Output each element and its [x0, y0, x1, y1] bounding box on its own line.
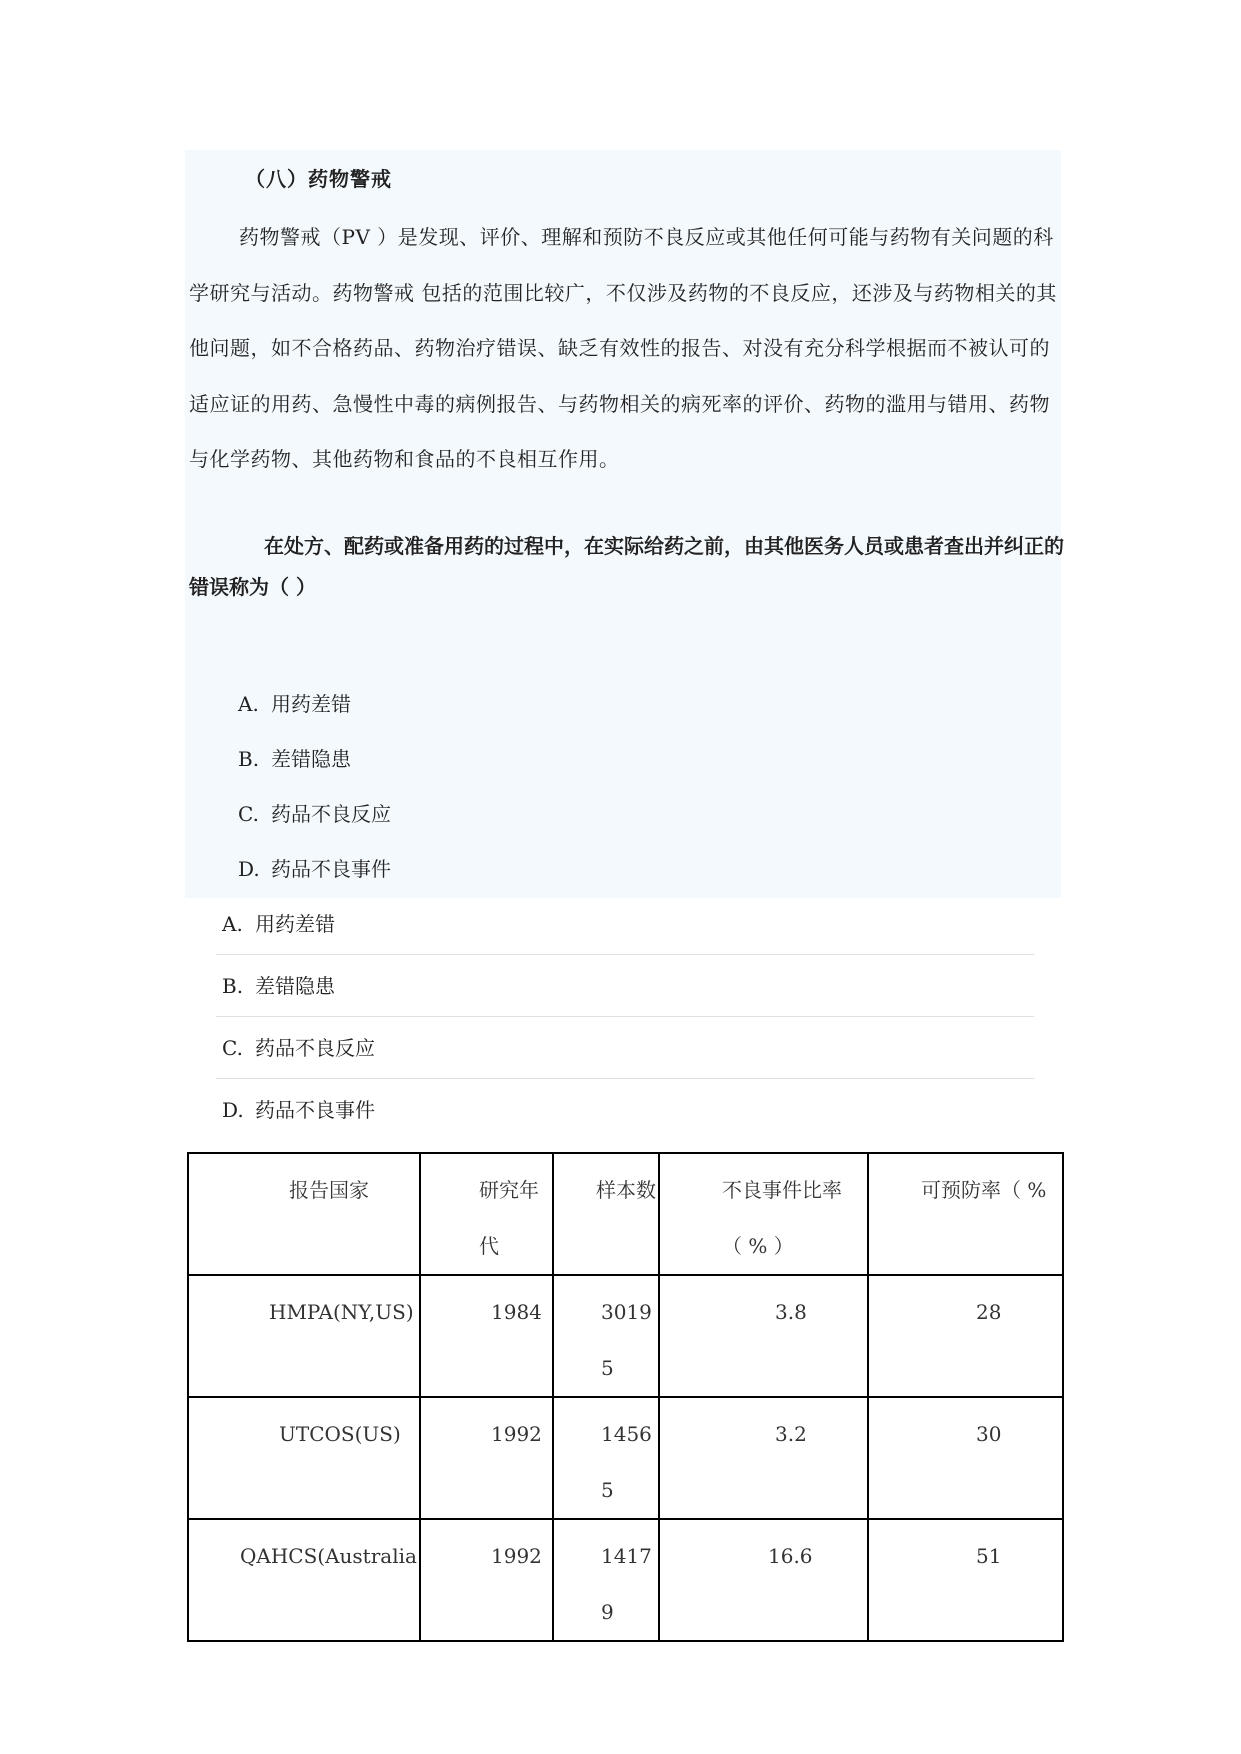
question-text: 在处方、配药或准备用药的过程中，在实际给药之前，由其他医务人员或患者查出并纠正的错误称为（ ） — [189, 534, 1064, 599]
cell-year: 1992 — [420, 1519, 553, 1641]
cell-country: UTCOS(US) — [188, 1397, 420, 1519]
header-country: 报告国家 — [188, 1153, 420, 1275]
list-option-c[interactable] — [222, 1032, 375, 1061]
cell-sample: 14565 — [553, 1397, 659, 1519]
option-text: 药品不良事件 — [271, 857, 391, 881]
panel-option-c[interactable] — [238, 798, 391, 827]
option-text: 药品不良反应 — [271, 802, 391, 826]
cell-sample: 30195 — [553, 1275, 659, 1397]
list-option-a[interactable] — [222, 908, 335, 937]
option-text: 药品不良反应 — [255, 1036, 375, 1060]
header-sample: 样本数 — [553, 1153, 659, 1275]
cell-adverse-rate: 16.6 — [659, 1519, 868, 1641]
cell-country: HMPA(NY,US) — [188, 1275, 420, 1397]
option-letter: C. — [238, 802, 259, 826]
option-letter: A. — [238, 692, 259, 716]
cell-year: 1984 — [420, 1275, 553, 1397]
list-option-d[interactable] — [222, 1094, 375, 1123]
option-divider — [216, 1078, 1034, 1079]
option-text: 差错隐患 — [271, 747, 351, 771]
header-year: 研究年代 — [420, 1153, 553, 1275]
cell-sample: 14179 — [553, 1519, 659, 1641]
table-row — [188, 1275, 1063, 1397]
option-letter: D. — [238, 857, 260, 881]
option-letter: C. — [222, 1036, 243, 1060]
option-divider — [216, 954, 1034, 955]
header-preventable-rate: 可预防率（ % — [868, 1153, 1063, 1275]
option-text: 用药差错 — [271, 692, 351, 716]
option-letter: A. — [222, 912, 243, 936]
option-text: 药品不良事件 — [255, 1098, 375, 1122]
table-header-row — [188, 1153, 1063, 1275]
cell-adverse-rate: 3.8 — [659, 1275, 868, 1397]
list-option-b[interactable] — [222, 970, 335, 999]
header-adverse-rate: 不良事件比率（ % ） — [659, 1153, 868, 1275]
panel-option-b[interactable] — [238, 743, 351, 772]
panel-option-d[interactable] — [238, 853, 391, 882]
cell-preventable-rate: 51 — [868, 1519, 1063, 1641]
option-text: 用药差错 — [255, 912, 335, 936]
adverse-event-table — [187, 1152, 1064, 1642]
cell-preventable-rate: 30 — [868, 1397, 1063, 1519]
table-row — [188, 1397, 1063, 1519]
option-letter: D. — [222, 1098, 244, 1122]
option-divider — [216, 1016, 1034, 1017]
table-row — [188, 1519, 1063, 1641]
section-heading: （八）药物警戒 — [245, 167, 392, 191]
panel-option-a[interactable] — [238, 688, 351, 717]
option-letter: B. — [222, 974, 244, 998]
option-text: 差错隐患 — [255, 974, 335, 998]
cell-adverse-rate: 3.2 — [659, 1397, 868, 1519]
cell-year: 1992 — [420, 1397, 553, 1519]
option-letter: B. — [238, 747, 260, 771]
cell-preventable-rate: 28 — [868, 1275, 1063, 1397]
cell-country: QAHCS(Australia — [188, 1519, 420, 1641]
intro-paragraph: 药物警戒（PV ）是发现、评价、理解和预防不良反应或其他任何可能与药物有关问题的科学研究与活动。药物警戒 包括的范围比较广，不仅涉及药物的不良反应，还涉及与药物相关的其他问题，如不合格药品、药物治疗错误、缺乏有效性的报告、对没有充分科学根据而不被认可的适应证的用药、急慢性中毒的病例报告、与药物相关的病死率的评价、药物的滥用与错用、药物与化学药物、其他药物和食品的不良相互作用。 — [189, 225, 1057, 471]
